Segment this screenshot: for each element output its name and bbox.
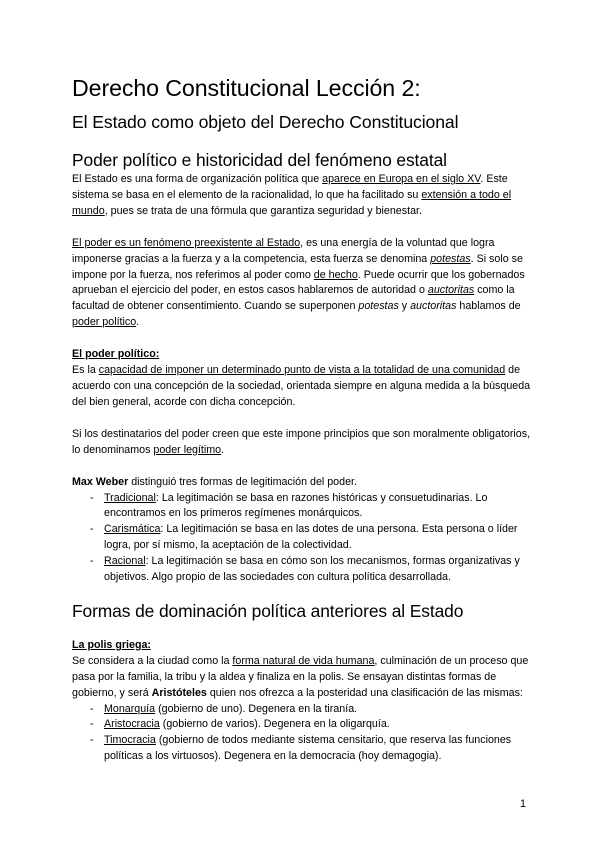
list-item (72, 717, 532, 733)
text-run: aparece en Europa en el siglo XV (322, 173, 481, 185)
paragraph (72, 236, 532, 331)
list-item (72, 733, 532, 765)
text-run: El poder es un fenómeno preexistente al Estado (72, 236, 301, 249)
section-heading-formas-dominacion: Formas de dominación política anteriores al Estado (72, 600, 464, 621)
paragraph (72, 475, 532, 491)
text-run: : La legitimación se basa en cómo son los mecanismos, formas organizativas y objetivos. Algo propio de las sociedades con cultura política desarrollada. (104, 555, 520, 584)
text-run: . (221, 443, 225, 456)
text-run: . Puede ocurrir que los gobernados aprueban el ejercicio del poder, en estos casos hablaremos de autoridad o (72, 268, 525, 297)
paragraph (72, 172, 532, 220)
text-run: potestas (358, 300, 399, 313)
text-run: , pues se trata de una fórmula que garantiza seguridad y bienestar. (104, 204, 422, 217)
text-run: : La legitimación se basa en razones históricas y consuetudinarias. Lo encontramos en los primeros regímenes monárquicos. (104, 491, 488, 520)
text-run: extensión a todo el mundo (72, 188, 512, 217)
text-run: auctoritas (427, 284, 475, 297)
text-run: Es la (72, 364, 99, 377)
paragraph (72, 427, 532, 459)
text-run: , culminación de un proceso que pasa por la familia, la tribu y la aldea y finaliza en la polis. Se ensayan distintas formas de gobierno, y será (72, 654, 529, 699)
list-dash: - (90, 491, 94, 504)
text-run: poder legítimo (153, 443, 222, 456)
text-run: Aristocracia (104, 718, 160, 731)
text-run: Aristóteles (151, 686, 207, 699)
text-run: distinguió tres formas de legitimación del poder. (128, 475, 357, 488)
list-item (72, 554, 532, 586)
text-run: como la facultad de obtener consentimiento. Cuando se superponen (72, 284, 515, 313)
text-run: (gobierno de todos mediante sistema censitario, que reserva las funciones políticas a los virtuosos). Degenera en la democracia (hoy demagogia). (104, 734, 512, 763)
text-run: . Este sistema se basa en el elemento de la racionalidad, lo que ha facilitado su (72, 173, 508, 201)
text-run: . Si solo se impone por la fuerza, nos referimos al poder como (72, 252, 523, 281)
text-run: de hecho (313, 268, 358, 281)
list-dash: - (90, 702, 94, 715)
list-item (72, 522, 532, 554)
text-run: (gobierno de uno). Degenera en la tiranía. (155, 702, 358, 715)
forms-of-government-list (72, 702, 532, 766)
text-run: potestas (430, 252, 471, 265)
text-run: de acuerdo con una concepción de la sociedad, orientada siempre en alguna medida a la búsqueda del bien general, acorde con dicha concepción. (72, 364, 531, 408)
paragraph (72, 363, 532, 411)
text-run: capacidad de imponer un determinado punto de vista a la totalidad de una comunidad (98, 364, 506, 377)
text-run: poder político (72, 316, 137, 329)
text-run: hablamos de (456, 300, 521, 313)
text-run: Max Weber (72, 475, 129, 488)
list-dash: - (90, 555, 94, 568)
list-dash: - (90, 718, 94, 731)
label-poder-politico: El poder político: (72, 348, 160, 361)
text-run: forma natural de vida humana (232, 654, 375, 667)
text-run: Racional (104, 555, 146, 568)
section-heading-poder-politico: Poder político e historicidad del fenómeno estatal (72, 150, 447, 170)
list-item (72, 702, 532, 718)
text-run: y (398, 300, 411, 313)
list-dash: - (90, 734, 94, 747)
text-run: . (136, 316, 140, 329)
text-run: : La legitimación se basa en las dotes de una persona. Esta persona o líder logra, por sí mismo, la aceptación de la colectividad. (104, 523, 518, 552)
text-run: auctoritas (410, 300, 457, 313)
text-run: Se considera a la ciudad como la (72, 654, 233, 667)
list-dash: - (90, 523, 94, 536)
text-run: El Estado es una forma de organización política que (72, 173, 323, 185)
document-title: Derecho Constitucional Lección 2: (72, 75, 421, 101)
text-run: Timocracia (104, 734, 156, 747)
page-number: 1 (520, 798, 526, 810)
text-run: quien nos ofrezca a la posteridad una clasificación de las mismas: (206, 686, 523, 699)
document-page (72, 74, 532, 765)
label-polis-griega: La polis griega: (72, 638, 151, 651)
text-run: Tradicional (104, 491, 156, 504)
text-run: Si los destinatarios del poder creen que este impone principios que son moralmente obligatorios, lo denominamos (72, 427, 531, 456)
paragraph (72, 654, 532, 702)
text-run: , es una energía de la voluntad que logra imponerse gracias a la fuerza y a la competencia, esta fuerza se denomina (72, 236, 495, 265)
text-run: (gobierno de varios). Degenera en la oligarquía. (159, 718, 390, 731)
text-run: Monarquía (104, 702, 156, 715)
list-item (72, 491, 532, 523)
text-run: Carismática (104, 523, 161, 536)
weber-legitimation-list (72, 491, 532, 586)
document-subtitle: El Estado como objeto del Derecho Constitucional (72, 112, 459, 132)
